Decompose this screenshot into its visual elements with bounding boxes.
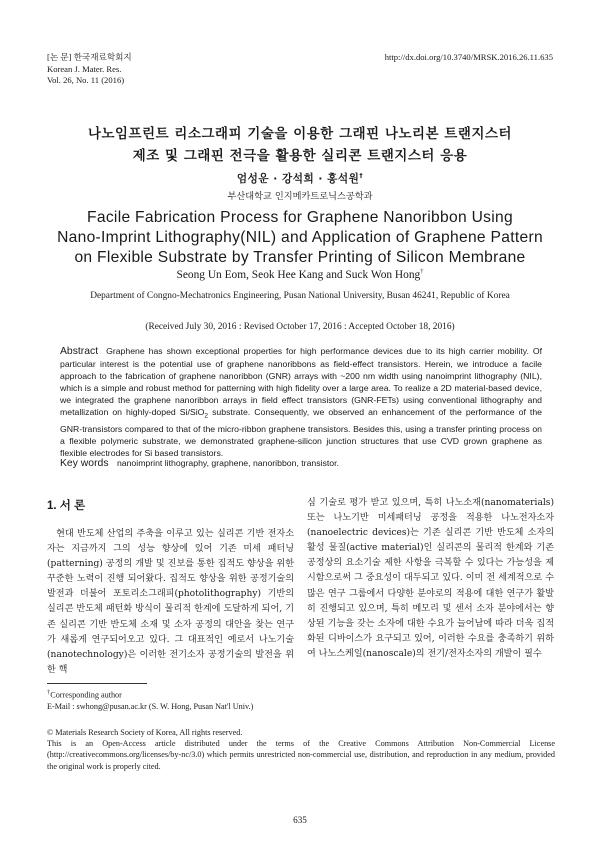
journal-name: Korean J. Mater. Res. xyxy=(47,63,122,74)
body-paragraph-left: 현대 반도체 산업의 주축을 이루고 있는 실리콘 기반 전자소자는 지금까지 그의 성능 향상에 있어 기존 미세 패터닝(patterning) 공정의 개발 및 진보를 통한 집적도 향상을 위한 꾸준한 노력이 진행 되어왔다. 집적도 향상을 위한 공정기술의 발전과 더불어 포토리소그래피(photolithography) 기반의 실리콘 반도체 패턴화 방식이 물리적 한계에 도달하게 되어, 기존 실리콘 기반 반도체 소재 및 소자 공정의 대안을 찾는 연구가 새롭게 연구되어오고 있다. 그 대표적인 예로서 나노기술(nanotechnology)은 이러한 전기소자 공정기술의 발전을 위한 핵 xyxy=(47,529,294,675)
english-authors-mark: † xyxy=(420,268,424,275)
korean-authors xyxy=(0,171,600,186)
body-column-right xyxy=(307,496,554,662)
keywords-label: Key words xyxy=(60,458,109,469)
korean-authors-names: 엄성운 · 강석희 · 홍석원 xyxy=(236,173,360,185)
english-title-line-1: Facile Fabrication Process for Graphene Nanoribbon Using xyxy=(87,209,513,226)
footnote-mark: † xyxy=(47,689,51,696)
abstract-text-b: substrate. Consequently, we observed an enhancement of the performance of the GNR-transistors compared to that of the micro-ribbon graphene transistors. Besides this, using a transfer printing process on a flexible polymeric substrate, we demonstrated graphene-silicon junction structures that use CVD grown graphene as flexible electrodes for Si based transistors. xyxy=(60,407,542,459)
page-number: 635 xyxy=(293,815,307,825)
corresponding-email[interactable]: E-Mail : swhong@pusan.ac.kr (S. W. Hong, Pusan Nat'l Univ.) xyxy=(47,701,254,711)
english-title xyxy=(0,208,600,268)
journal-volume: Vol. 26, No. 11 (2016) xyxy=(47,75,125,85)
body-paragraph-right: 심 기술로 평가 받고 있으며, 특히 나노소재(nanomaterials) 또는 나노기반 미세패터닝 공정을 적용한 나노전자소자(nanoelectric devices)는 기존 실리콘 기반 반도체 소자의 활성 물질(active material)인 실리콘의 물리적 한계와 기존 공정상의 요소기술 제한 사항을 극복할 수 있다는 가능성을 제시함으로써 그 중요성이 대두되고 있다. 이미 전 세계적으로 수 많은 연구 그룹에서 다양한 분야로의 적용에 대한 연구가 활발히 진행되고 있으며, 특히 메모리 및 센서 소자 분야에서는 향상된 기능을 갖는 소자에 대한 수요가 늘어남에 따라 더욱 집적화된 디바이스가 요구되고 있어, 이러한 수요를 충족하기 위하여 나노스케일(nanoscale)의 전기/전자소자의 개발이 필수 xyxy=(307,498,554,659)
journal-category: [논 문] 한국재료학회지 xyxy=(47,52,132,62)
korean-title-line-1: 나노임프린트 리소그래피 기술을 이용한 그래핀 나노리본 트랜지스터 xyxy=(87,126,513,142)
abstract-text-a: Graphene has shown exceptional properties for high performance devices due to its high carrier mobility. Of particular interest is the potential use of graphene nanoribbons as field-effect transistors. Herein, we introduce a facile approach to the fabrication of graphene nanoribbon (GNR) arrays with ~200 nm width using nanoimprint lithography (NIL), which is a simple and robust method for patterning with high fidelity over a large area. To realize a 2D material-based device, we integrated the graphene nanoribbon arrays in field effect transistors (GNR-FETs) using conventional lithography and metallization on highly-doped Si/SiO xyxy=(60,346,542,418)
korean-title-line-2: 제조 및 그래핀 전극을 활용한 실리콘 트랜지스터 응용 xyxy=(132,148,468,164)
english-title-line-3: on Flexible Substrate by Transfer Printing of Silicon Membrane xyxy=(74,249,526,266)
korean-title xyxy=(0,123,600,167)
english-affiliation: Department of Congno-Mechatronics Engineering, Pusan National University, Busan 46241, Republic of Korea xyxy=(90,291,510,301)
english-authors-names: Seong Un Eom, Seok Hee Kang and Suck Won Hong xyxy=(176,268,421,281)
footnote-corresponding xyxy=(47,687,555,712)
english-authors xyxy=(0,268,600,281)
corresponding-author xyxy=(47,687,555,701)
corresponding-author-label: Corresponding author xyxy=(50,690,122,700)
keywords-text: nanoimprint lithography, graphene, nanoribbon, transistor. xyxy=(116,458,339,468)
body-column-left xyxy=(47,527,294,678)
korean-authors-mark: † xyxy=(359,171,364,180)
section-title-introduction: 1. 서 론 xyxy=(47,500,86,512)
doi-link[interactable]: http://dx.doi.org/10.3740/MRSK.2016.26.11.635 xyxy=(384,52,553,62)
abstract xyxy=(60,345,542,460)
copyright-line: © Materials Research Society of Korea, All rights reserved. xyxy=(47,728,243,737)
footnote-divider xyxy=(47,683,147,684)
received-dates: (Received July 30, 2016 : Revised October 17, 2016 : Accepted October 18, 2016) xyxy=(145,322,455,332)
license-text: This is an Open-Access article distributed under the terms of the Creative Commons Attribution Non-Commercial License (http://creativecommons.org/licenses/by-nc/3.0) which permits unrestricted non-commercial use, distribution, and reproduction in any medium, provided the original work is properly cited. xyxy=(47,739,555,771)
keywords xyxy=(60,458,542,469)
journal-header xyxy=(47,52,132,87)
footnote-copyright xyxy=(47,727,555,772)
abstract-subscript: 2 xyxy=(204,413,209,421)
korean-affiliation: 부산대학교 인지메카트로닉스공학과 xyxy=(227,191,373,202)
english-title-line-2: Nano-Imprint Lithography(NIL) and Application of Graphene Pattern xyxy=(57,229,543,246)
abstract-label: Abstract xyxy=(60,346,99,357)
